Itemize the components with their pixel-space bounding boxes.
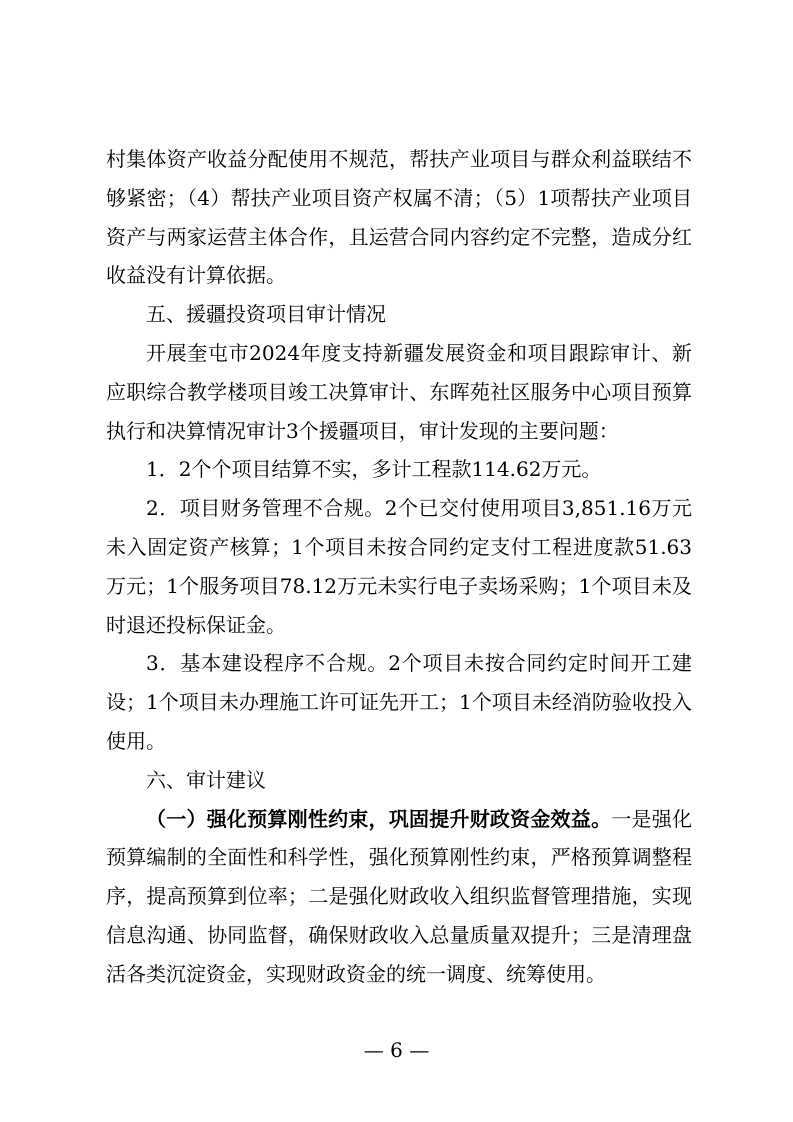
paragraph-asset-issues: 村集体资产收益分配使用不规范，帮扶产业项目与群众利益联结不够紧密；（4）帮扶产业项目资产权属不清；（5）1项帮扶产业项目资产与两家运营主体合作，且运营合同内容约定不完整，造成分红收益没有计算依据。 <box>106 147 692 288</box>
paragraph-item-1: 1．2个个项目结算不实，多计工程款114.62万元。 <box>146 457 602 482</box>
recommendation-1-body: 一是强化预算编制的全面性和科学性，强化预算刚性约束，严格预算调整程序，提高预算到位率；二是强化财政收入组织监督管理措施，实现信息沟通、协同监督，确保财政收入总量质量双提升；三是清理盘活各类沉淀资金，实现财政资金的统一调度、统筹使用。 <box>106 806 693 986</box>
section-heading-five: 五、援疆投资项目审计情况 <box>146 302 386 327</box>
document-body <box>106 140 692 994</box>
section-heading-six: 六、审计建议 <box>146 767 266 792</box>
page-number: — 6 — <box>363 1038 430 1062</box>
recommendation-1-lead: （一）强化预算刚性约束，巩固提升财政资金效益。 <box>146 806 612 831</box>
paragraph-item-2: 2．项目财务管理不合规。2个已交付使用项目3,851.16万元未入固定资产核算；1个项目未按合同约定支付工程进度款51.63万元；1个服务项目78.12万元未实行电子卖场采购；1个项目未及时退还投标保证金。 <box>106 496 692 637</box>
paragraph-item-3: 3．基本建设程序不合规。2个项目未按合同约定时间开工建设；1个项目未办理施工许可证先开工；1个项目未经消防验收投入使用。 <box>106 651 692 753</box>
paragraph-recommendation-1 <box>106 800 692 994</box>
paragraph-audit-scope: 开展奎屯市2024年度支持新疆发展资金和项目跟踪审计、新应职综合教学楼项目竣工决算审计、东晖苑社区服务中心项目预算执行和决算情况审计3个援疆项目，审计发现的主要问题： <box>106 340 692 443</box>
